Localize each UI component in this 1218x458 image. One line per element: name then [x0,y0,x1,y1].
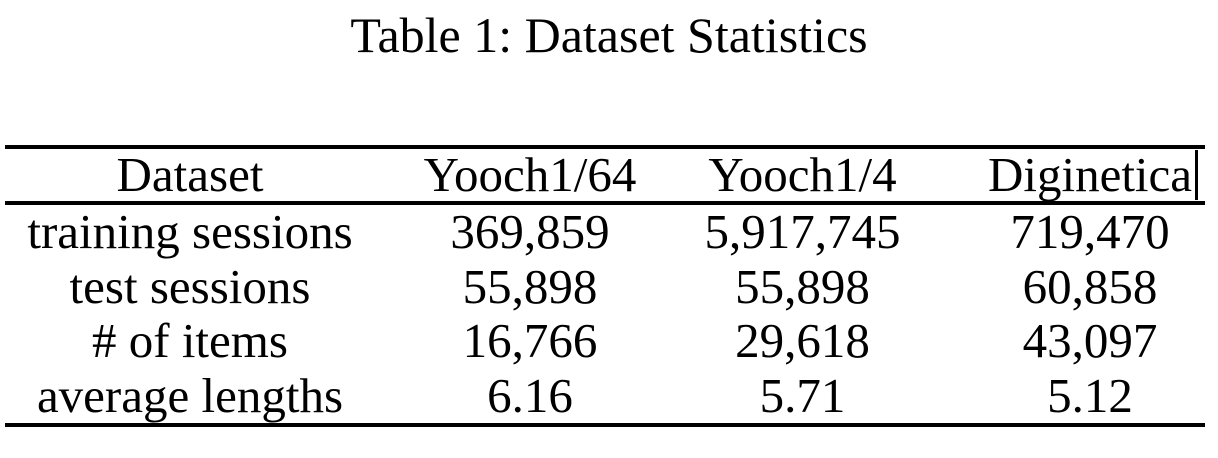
header-dataset [5,147,375,203]
value-cell: 16,766 [462,313,598,368]
header-yooch1-64-label: Yooch1/64 [423,147,637,202]
row-label-cell: training sessions [27,204,353,259]
header-diginetica [920,147,1205,203]
value-cell: 719,470 [1010,204,1170,259]
value-cell: 43,097 [1022,313,1158,368]
row-label-cell: # of items [92,313,288,368]
header-row [5,147,1205,203]
header-yooch1-64 [375,147,685,203]
value-cell: 55,898 [735,258,870,314]
row-label-cell: average lengths [36,367,344,423]
value-cell: 5.71 [759,367,846,423]
table-row-num-items [5,314,1205,369]
value-cell: 5.12 [1047,367,1133,423]
text-cursor [1195,150,1198,200]
value-cell: 55,898 [462,258,598,314]
header-diginetica-label: Diginetica [987,147,1193,202]
header-yooch1-4-label: Yooch1/4 [708,147,897,202]
value-cell: 60,858 [1022,258,1158,314]
dataset-statistics-table [5,145,1205,427]
value-cell: 6.16 [487,367,573,423]
table-caption: Table 1: Dataset Statistics [350,7,868,63]
row-label-cell: test sessions [69,258,311,314]
value-cell: 5,917,745 [704,204,901,259]
table-row-training-sessions [5,203,1205,260]
header-dataset-label: Dataset [116,147,264,202]
header-yooch1-4 [685,147,920,203]
table-row-test-sessions [5,260,1205,315]
value-cell: 29,618 [735,313,870,368]
table-row-average-lengths [5,369,1205,426]
value-cell: 369,859 [450,204,610,259]
